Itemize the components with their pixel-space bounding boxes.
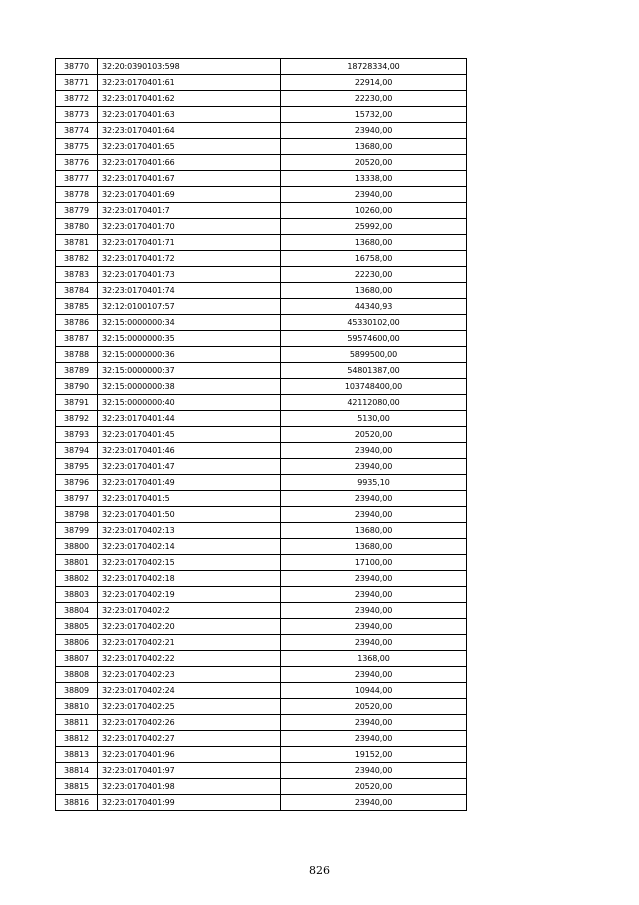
cadastral-number-cell: 32:20:0390103:598	[98, 59, 281, 75]
cadastral-number-cell: 32:23:0170402:2	[98, 603, 281, 619]
table-row	[56, 363, 467, 379]
table-row	[56, 219, 467, 235]
cadastral-value-cell: 17100,00	[281, 555, 467, 571]
cadastral-number-cell: 32:23:0170401:47	[98, 459, 281, 475]
row-number-cell: 38770	[56, 59, 98, 75]
row-number-cell: 38795	[56, 459, 98, 475]
table-row	[56, 379, 467, 395]
cadastral-number-cell: 32:23:0170401:61	[98, 75, 281, 91]
cadastral-value-cell: 103748400,00	[281, 379, 467, 395]
cadastral-value-cell: 20520,00	[281, 155, 467, 171]
table-row	[56, 75, 467, 91]
table-row	[56, 555, 467, 571]
row-number-cell: 38778	[56, 187, 98, 203]
cadastral-number-cell: 32:23:0170401:65	[98, 139, 281, 155]
cadastral-value-cell: 23940,00	[281, 763, 467, 779]
cadastral-number-cell: 32:23:0170401:7	[98, 203, 281, 219]
cadastral-number-cell: 32:23:0170401:96	[98, 747, 281, 763]
cadastral-number-cell: 32:23:0170401:71	[98, 235, 281, 251]
cadastral-number-cell: 32:23:0170401:49	[98, 475, 281, 491]
cadastral-number-cell: 32:23:0170402:15	[98, 555, 281, 571]
cadastral-number-cell: 32:23:0170402:13	[98, 523, 281, 539]
cadastral-number-cell: 32:15:0000000:36	[98, 347, 281, 363]
table-row	[56, 603, 467, 619]
table-row	[56, 571, 467, 587]
row-number-cell: 38802	[56, 571, 98, 587]
cadastral-number-cell: 32:23:0170401:45	[98, 427, 281, 443]
row-number-cell: 38794	[56, 443, 98, 459]
cadastral-value-cell: 19152,00	[281, 747, 467, 763]
cadastral-value-cell: 23940,00	[281, 731, 467, 747]
row-number-cell: 38772	[56, 91, 98, 107]
cadastral-value-cell: 20520,00	[281, 699, 467, 715]
table-row	[56, 699, 467, 715]
row-number-cell: 38811	[56, 715, 98, 731]
cadastral-number-cell: 32:23:0170401:44	[98, 411, 281, 427]
table-row	[56, 587, 467, 603]
cadastral-value-cell: 23940,00	[281, 123, 467, 139]
table-row	[56, 475, 467, 491]
table-row	[56, 491, 467, 507]
row-number-cell: 38776	[56, 155, 98, 171]
cadastral-value-cell: 45330102,00	[281, 315, 467, 331]
row-number-cell: 38791	[56, 395, 98, 411]
table-row	[56, 651, 467, 667]
cadastral-number-cell: 32:15:0000000:38	[98, 379, 281, 395]
cadastral-number-cell: 32:23:0170402:23	[98, 667, 281, 683]
row-number-cell: 38807	[56, 651, 98, 667]
cadastral-number-cell: 32:15:0000000:34	[98, 315, 281, 331]
page-number: 826	[309, 864, 330, 877]
cadastral-value-cell: 23940,00	[281, 667, 467, 683]
row-number-cell: 38780	[56, 219, 98, 235]
row-number-cell: 38804	[56, 603, 98, 619]
table-row	[56, 123, 467, 139]
row-number-cell: 38773	[56, 107, 98, 123]
cadastral-number-cell: 32:15:0000000:37	[98, 363, 281, 379]
cadastral-value-cell: 9935,10	[281, 475, 467, 491]
cadastral-value-cell: 25992,00	[281, 219, 467, 235]
row-number-cell: 38806	[56, 635, 98, 651]
row-number-cell: 38789	[56, 363, 98, 379]
table-row	[56, 139, 467, 155]
cadastral-number-cell: 32:23:0170402:26	[98, 715, 281, 731]
row-number-cell: 38813	[56, 747, 98, 763]
cadastral-number-cell: 32:23:0170402:24	[98, 683, 281, 699]
cadastral-number-cell: 32:23:0170401:64	[98, 123, 281, 139]
cadastral-value-cell: 22230,00	[281, 91, 467, 107]
table-row	[56, 395, 467, 411]
table-row	[56, 235, 467, 251]
cadastral-value-cell: 22914,00	[281, 75, 467, 91]
row-number-cell: 38800	[56, 539, 98, 555]
table-row	[56, 91, 467, 107]
cadastral-value-cell: 13680,00	[281, 139, 467, 155]
row-number-cell: 38803	[56, 587, 98, 603]
row-number-cell: 38785	[56, 299, 98, 315]
table-row	[56, 635, 467, 651]
table-row	[56, 251, 467, 267]
cadastral-value-cell: 10944,00	[281, 683, 467, 699]
cadastral-number-cell: 32:23:0170401:98	[98, 779, 281, 795]
cadastral-value-cell: 16758,00	[281, 251, 467, 267]
row-number-cell: 38784	[56, 283, 98, 299]
table-row	[56, 267, 467, 283]
cadastral-number-cell: 32:23:0170401:5	[98, 491, 281, 507]
table-row	[56, 347, 467, 363]
table-row	[56, 507, 467, 523]
row-number-cell: 38775	[56, 139, 98, 155]
row-number-cell: 38779	[56, 203, 98, 219]
cadastral-value-cell: 10260,00	[281, 203, 467, 219]
table-row	[56, 523, 467, 539]
cadastral-number-cell: 32:23:0170401:99	[98, 795, 281, 811]
table-row	[56, 459, 467, 475]
cadastral-number-cell: 32:23:0170402:25	[98, 699, 281, 715]
table-row	[56, 539, 467, 555]
cadastral-number-cell: 32:23:0170401:69	[98, 187, 281, 203]
table-row	[56, 107, 467, 123]
cadastral-value-cell: 23940,00	[281, 715, 467, 731]
table-row	[56, 171, 467, 187]
row-number-cell: 38814	[56, 763, 98, 779]
cadastral-number-cell: 32:23:0170401:97	[98, 763, 281, 779]
table-row	[56, 715, 467, 731]
table-row	[56, 667, 467, 683]
row-number-cell: 38805	[56, 619, 98, 635]
table-row	[56, 443, 467, 459]
cadastral-number-cell: 32:23:0170401:72	[98, 251, 281, 267]
cadastral-value-cell: 54801387,00	[281, 363, 467, 379]
table-row	[56, 763, 467, 779]
row-number-cell: 38774	[56, 123, 98, 139]
cadastral-value-cell: 5899500,00	[281, 347, 467, 363]
cadastral-value-cell: 15732,00	[281, 107, 467, 123]
table-row	[56, 59, 467, 75]
cadastral-number-cell: 32:23:0170401:63	[98, 107, 281, 123]
cadastral-value-cell: 18728334,00	[281, 59, 467, 75]
cadastral-value-cell: 20520,00	[281, 427, 467, 443]
cadastral-value-cell: 22230,00	[281, 267, 467, 283]
cadastral-number-cell: 32:23:0170402:22	[98, 651, 281, 667]
cadastral-number-cell: 32:23:0170401:73	[98, 267, 281, 283]
row-number-cell: 38796	[56, 475, 98, 491]
cadastral-number-cell: 32:23:0170402:20	[98, 619, 281, 635]
table-body	[56, 59, 467, 811]
table-row	[56, 203, 467, 219]
row-number-cell: 38790	[56, 379, 98, 395]
row-number-cell: 38783	[56, 267, 98, 283]
row-number-cell: 38809	[56, 683, 98, 699]
cadastral-value-cell: 42112080,00	[281, 395, 467, 411]
row-number-cell: 38786	[56, 315, 98, 331]
row-number-cell: 38815	[56, 779, 98, 795]
cadastral-number-cell: 32:23:0170402:18	[98, 571, 281, 587]
table-row	[56, 411, 467, 427]
cadastral-value-cell: 13680,00	[281, 235, 467, 251]
cadastral-value-cell: 59574600,00	[281, 331, 467, 347]
cadastral-number-cell: 32:23:0170401:46	[98, 443, 281, 459]
cadastral-number-cell: 32:23:0170401:70	[98, 219, 281, 235]
cadastral-value-cell: 44340,93	[281, 299, 467, 315]
row-number-cell: 38781	[56, 235, 98, 251]
row-number-cell: 38812	[56, 731, 98, 747]
cadastral-value-cell: 23940,00	[281, 587, 467, 603]
cadastral-value-cell: 13680,00	[281, 283, 467, 299]
row-number-cell: 38799	[56, 523, 98, 539]
table-row	[56, 299, 467, 315]
cadastral-value-cell: 23940,00	[281, 459, 467, 475]
row-number-cell: 38787	[56, 331, 98, 347]
cadastral-number-cell: 32:23:0170402:19	[98, 587, 281, 603]
table-row	[56, 155, 467, 171]
row-number-cell: 38797	[56, 491, 98, 507]
row-number-cell: 38777	[56, 171, 98, 187]
cadastral-value-cell: 23940,00	[281, 603, 467, 619]
table-row	[56, 619, 467, 635]
cadastral-number-cell: 32:23:0170401:50	[98, 507, 281, 523]
row-number-cell: 38793	[56, 427, 98, 443]
table-row	[56, 331, 467, 347]
cadastral-value-cell: 23940,00	[281, 571, 467, 587]
table-row	[56, 779, 467, 795]
cadastral-value-cell: 1368,00	[281, 651, 467, 667]
table-row	[56, 315, 467, 331]
row-number-cell: 38808	[56, 667, 98, 683]
table-row	[56, 747, 467, 763]
row-number-cell: 38782	[56, 251, 98, 267]
cadastral-number-cell: 32:23:0170401:67	[98, 171, 281, 187]
cadastral-value-cell: 5130,00	[281, 411, 467, 427]
cadastral-value-cell: 23940,00	[281, 491, 467, 507]
table-row	[56, 683, 467, 699]
table-row	[56, 731, 467, 747]
cadastral-number-cell: 32:15:0000000:40	[98, 395, 281, 411]
cadastral-value-cell: 23940,00	[281, 795, 467, 811]
cadastral-value-cell: 20520,00	[281, 779, 467, 795]
cadastral-value-cell: 13680,00	[281, 523, 467, 539]
table-row	[56, 427, 467, 443]
row-number-cell: 38792	[56, 411, 98, 427]
cadastral-number-cell: 32:12:0100107:57	[98, 299, 281, 315]
row-number-cell: 38816	[56, 795, 98, 811]
cadastral-value-cell: 13338,00	[281, 171, 467, 187]
cadastral-value-cell: 13680,00	[281, 539, 467, 555]
row-number-cell: 38801	[56, 555, 98, 571]
row-number-cell: 38771	[56, 75, 98, 91]
cadastral-value-cell: 23940,00	[281, 507, 467, 523]
table-row	[56, 795, 467, 811]
cadastral-number-cell: 32:23:0170401:66	[98, 155, 281, 171]
cadastral-number-cell: 32:15:0000000:35	[98, 331, 281, 347]
cadastral-number-cell: 32:23:0170402:27	[98, 731, 281, 747]
cadastral-value-cell: 23940,00	[281, 443, 467, 459]
table-row	[56, 187, 467, 203]
cadastral-value-cell: 23940,00	[281, 635, 467, 651]
cadastral-value-cell: 23940,00	[281, 187, 467, 203]
cadastral-number-cell: 32:23:0170402:21	[98, 635, 281, 651]
cadastral-value-cell: 23940,00	[281, 619, 467, 635]
row-number-cell: 38810	[56, 699, 98, 715]
row-number-cell: 38788	[56, 347, 98, 363]
cadastral-value-table	[55, 58, 467, 811]
cadastral-number-cell: 32:23:0170401:62	[98, 91, 281, 107]
row-number-cell: 38798	[56, 507, 98, 523]
table-row	[56, 283, 467, 299]
cadastral-number-cell: 32:23:0170401:74	[98, 283, 281, 299]
cadastral-number-cell: 32:23:0170402:14	[98, 539, 281, 555]
